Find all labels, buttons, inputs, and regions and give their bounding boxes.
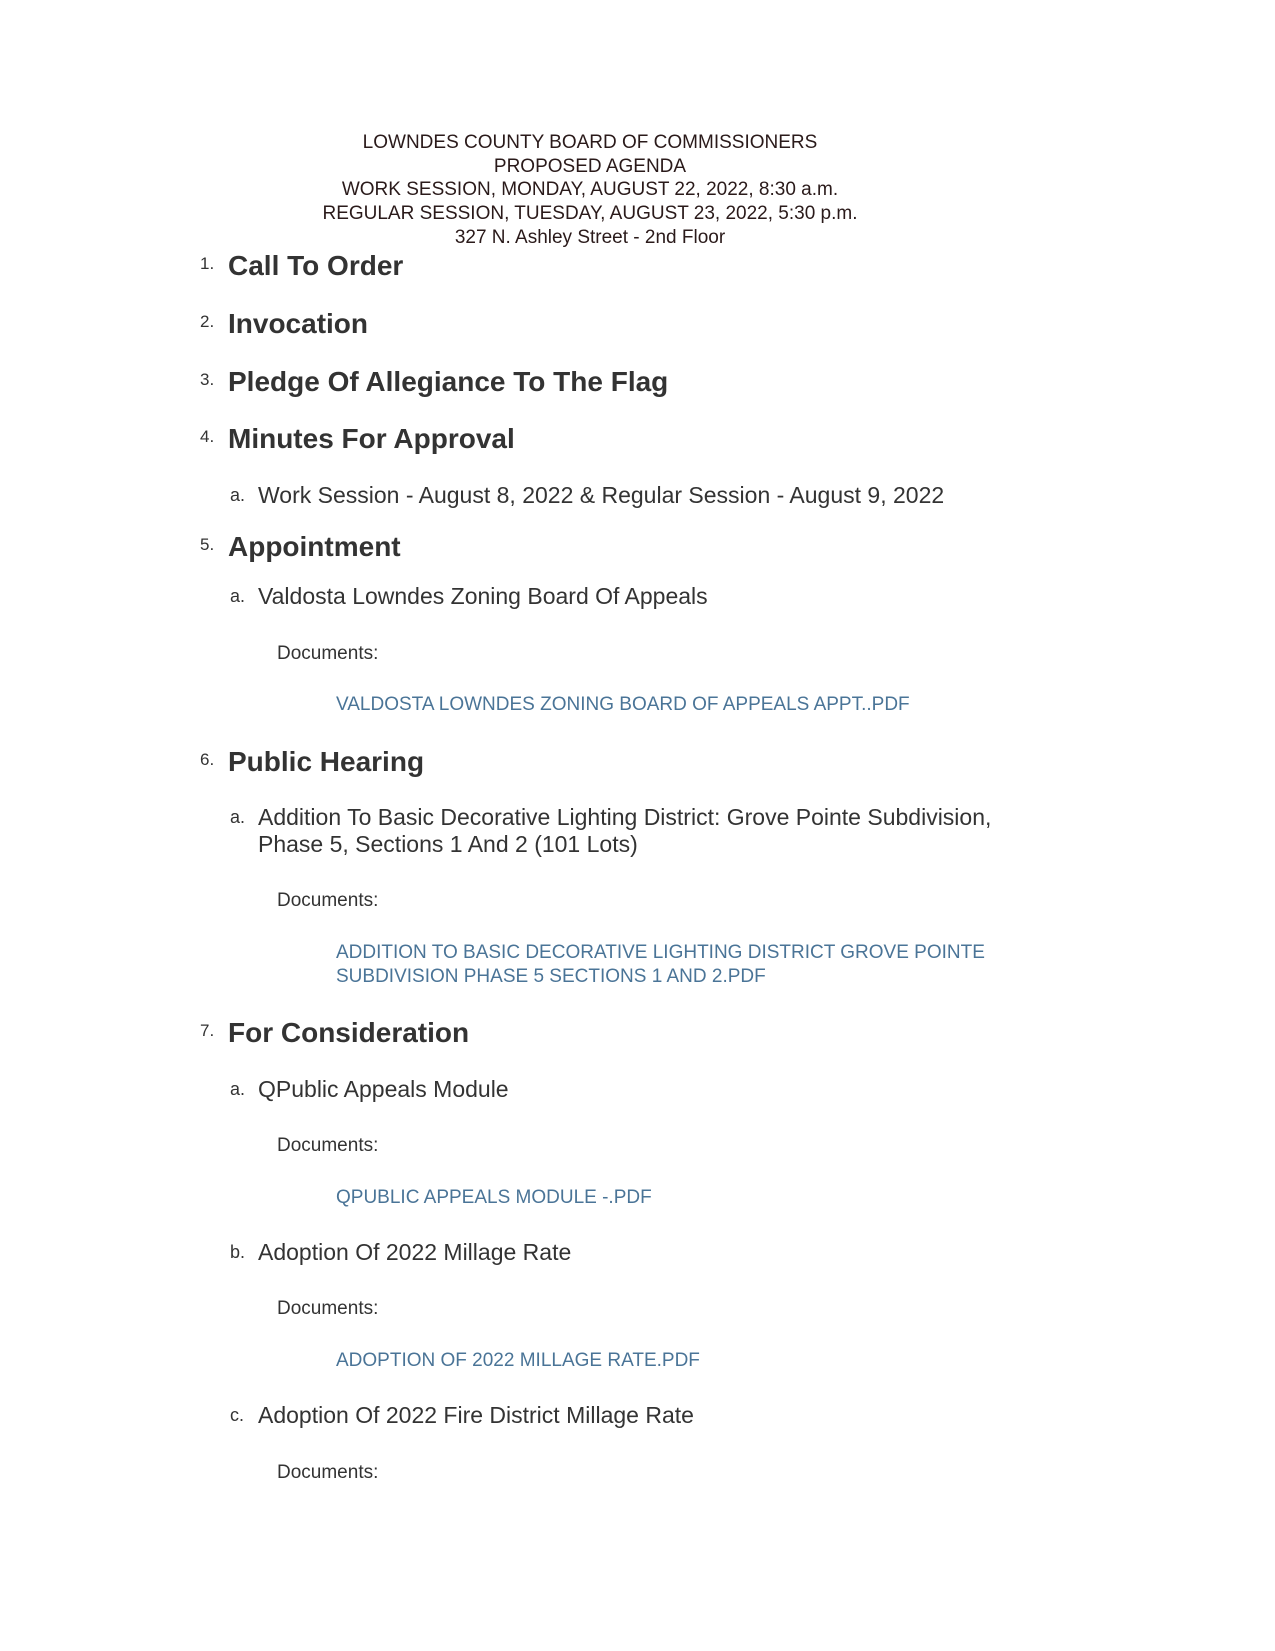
header-regular-session: REGULAR SESSION, TUESDAY, AUGUST 23, 2022, 5:30 p.m.	[322, 203, 858, 224]
section-number: 5.	[200, 535, 215, 554]
item-title: Work Session - August 8, 2022 & Regular Session - August 9, 2022	[258, 482, 945, 508]
section-title: For Consideration	[228, 1017, 470, 1048]
section-number: 6.	[200, 750, 215, 769]
section-title: Minutes For Approval	[228, 423, 515, 454]
section-title: Pledge Of Allegiance To The Flag	[228, 366, 669, 397]
section-title: Appointment	[228, 531, 401, 562]
item-letter: a.	[230, 807, 246, 827]
item-title: Adoption Of 2022 Millage Rate	[258, 1239, 572, 1265]
header-work-session: WORK SESSION, MONDAY, AUGUST 22, 2022, 8:30 a.m.	[341, 179, 839, 200]
section-number: 4.	[200, 427, 215, 446]
section-title: Invocation	[228, 308, 369, 339]
item-letter: a.	[230, 1079, 246, 1099]
section-number: 7.	[200, 1021, 215, 1040]
document-link[interactable]: ADOPTION OF 2022 MILLAGE RATE.PDF	[336, 1350, 700, 1371]
item-letter: a.	[230, 586, 246, 606]
section-number: 3.	[200, 370, 215, 389]
item-letter: c.	[230, 1405, 245, 1425]
item-title: Valdosta Lowndes Zoning Board Of Appeals	[258, 583, 708, 609]
section-number: 2.	[200, 312, 215, 331]
header-doc-type: PROPOSED AGENDA	[493, 156, 687, 177]
documents-label: Documents:	[277, 643, 379, 664]
item-title: QPublic Appeals Module	[258, 1076, 509, 1102]
item-title: Adoption Of 2022 Fire District Millage Rate	[258, 1402, 694, 1428]
header-address: 327 N. Ashley Street - 2nd Floor	[454, 227, 726, 248]
item-letter: a.	[230, 485, 246, 505]
section-title: Call To Order	[228, 250, 404, 281]
section-number: 1.	[200, 254, 215, 273]
documents-label: Documents:	[277, 1135, 379, 1156]
document-link[interactable]: ADDITION TO BASIC DECORATIVE LIGHTING DISTRICT GROVE POINTE SUBDIVISION PHASE 5 SECTIONS 1 AND 2.PDF	[336, 942, 985, 987]
header-org: LOWNDES COUNTY BOARD OF COMMISSIONERS	[362, 132, 818, 153]
documents-label: Documents:	[277, 1298, 379, 1319]
section-title: Public Hearing	[228, 746, 425, 777]
document-link[interactable]: VALDOSTA LOWNDES ZONING BOARD OF APPEALS APPT..PDF	[336, 694, 910, 715]
item-title: Addition To Basic Decorative Lighting District: Grove Pointe Subdivision, Phase 5, Sections 1 And 2 (101 Lots)	[258, 804, 992, 857]
document-link[interactable]: QPUBLIC APPEALS MODULE -.PDF	[336, 1187, 652, 1208]
item-letter: b.	[230, 1242, 246, 1262]
documents-label: Documents:	[277, 1462, 379, 1483]
documents-label: Documents:	[277, 890, 379, 911]
